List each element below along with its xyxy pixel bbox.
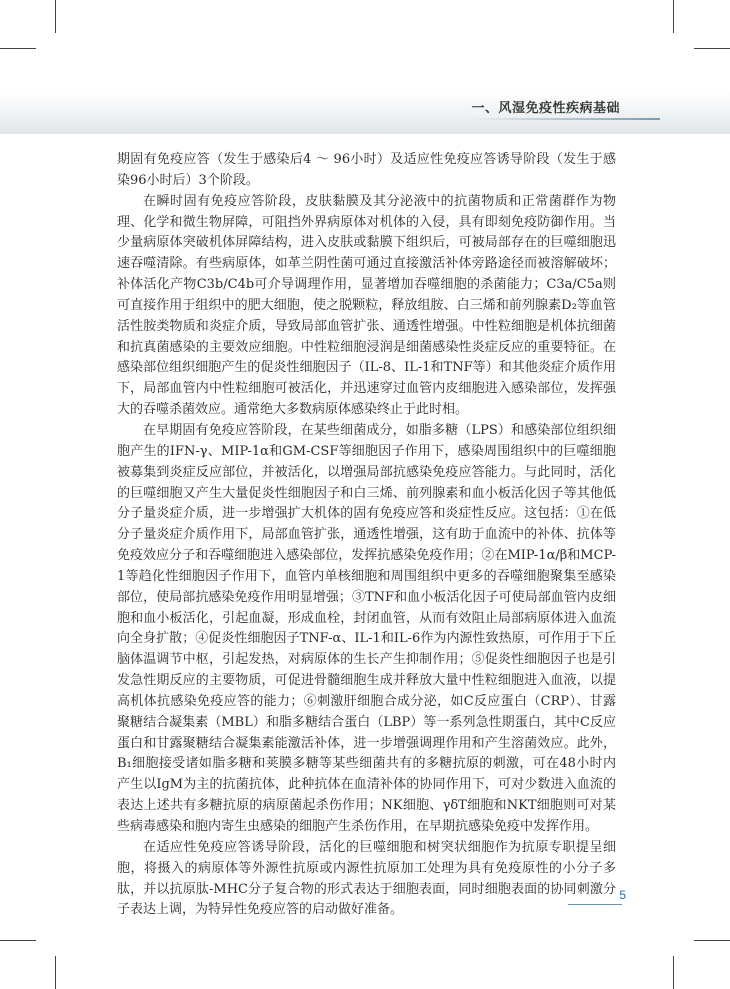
paragraph-adaptive-induction: 在适应性免疫应答诱导阶段，活化的巨噬细胞和树突状细胞作为抗原专职提呈细胞，将摄入的病原体等外源性抗原或内源性抗原加工处理为具有免疫原性的小分子多肽，并以抗原肽-MHC分子复合物的形式表达于细胞表面，同时细胞表面的协同刺激分子表达上调，为特异性免疫应答的启动做好准备。	[117, 839, 616, 918]
crop-mark	[0, 940, 36, 941]
paragraph-early-innate-response: 在早期固有免疫应答阶段，在某些细菌成分，如脂多糖（LPS）和感染部位组织细胞产生的IFN-γ、MIP-1α和GM-CSF等细胞因子作用下，感染周围组织中的巨噬细胞被募集到炎症反应部位，并被活化，以增强局部抗感染免疫应答能力。与此同时，活化的巨噬细胞又产生大量促炎性细胞因子和白三烯、前列腺素和血小板活化因子等其他低分子量炎症介质，进一步增强扩大机体的固有免疫应答和炎症性反应。这包括：①在低分子量炎症介质作用下，局部血管扩张，通透性增强，这有助于血流中的补体、抗体等免疫效应分子和吞噬细胞进入感染部位，发挥抗感染免疫作用；②在MIP-1α/β和MCP-1等趋化性细胞因子作用下，血管内单核细胞和周围组织中更多的吞噬细胞聚集至感染部位，使局部抗感染免疫作用明显增强；③TNF和血小板活化因子可使局部血管内皮细胞和血小板活化，引起血凝，形成血栓，封闭血管，从而有效阻止局部病原体进入血流向全身扩散；④促炎性细胞因子TNF-α、IL-1和IL-6作为内源性致热原，可作用于下丘脑体温调节中枢，引起发热，对病原体的生长产生抑制作用；⑤促炎性细胞因子也是引发急性期反应的主要物质，可促进骨髓细胞生成并释放大量中性粒细胞进入血液，以提高机体抗感染免疫应答的能力；⑥刺激肝细胞合成分泌，如C反应蛋白（CRP）、甘露聚糖结合凝集素（MBL）和脂多糖结合蛋白（LBP）等一系列急性期蛋白，其中C反应蛋白和甘露聚糖结合凝集素能激活补体，进一步增强调理作用和产生溶菌效应。此外，B₁细胞接受诸如脂多糖和荚膜多糖等某些细菌共有的多糖抗原的刺激，可在48小时内产生以IgM为主的抗菌抗体，此种抗体在血清补体的协同作用下，可对少数进入血流的表达上述共有多糖抗原的病原菌起杀伤作用；NK细胞、γδT细胞和NKT细胞则可对某些病毒感染和胞内寄生虫感染的细胞产生杀伤作用，在早期抗感染免疫中发挥作用。	[117, 422, 616, 834]
running-header-title: 一、风湿免疫性疾病基础	[471, 101, 620, 116]
paragraph-instant-innate-response: 在瞬时固有免疫应答阶段，皮肤黏膜及其分泌液中的抗菌物质和正常菌群作为物理、化学和微生物屏障，可阻挡外界病原体对机体的入侵，具有即刻免疫防御作用。当少量病原体突破机体屏障结构，进入皮肤或黏膜下组织后，可被局部存在的巨噬细胞迅速吞噬清除。有些病原体，如革兰阴性菌可通过直接激活补体旁路途径而被溶解破坏；补体活化产物C3b/C4b可介导调理作用，显著增加吞噬细胞的杀菌能力；C3a/C5a则可直接作用于组织中的肥大细胞，使之脱颗粒，释放组胺、白三烯和前列腺素D₂等血管活性胺类物质和炎症介质，导致局部血管扩张、通透性增强。中性粒细胞是机体抗细菌和抗真菌感染的主要效应细胞。中性粒细胞浸润是细菌感染性炎症反应的重要特征。在感染部位组织细胞产生的促炎性细胞因子（IL-8、IL-1和TNF等）和其他炎症介质作用下，局部血管内中性粒细胞可被活化，并迅速穿过血管内皮细胞进入感染部位，发挥强大的吞噬杀菌效应。通常绝大多数病原体感染终止于此时相。	[117, 193, 616, 418]
paragraph-continued: 期固有免疫应答（发生于感染后4 ～ 96小时）及适应性免疫应答诱导阶段（发生于感染96小时后）3个阶段。	[117, 152, 616, 188]
crop-mark	[0, 48, 36, 49]
page-number: 5	[619, 888, 626, 902]
page-number-rule	[568, 904, 622, 905]
crop-mark	[55, 956, 56, 989]
body-text	[117, 150, 616, 921]
running-header-rule	[470, 118, 660, 120]
crop-mark	[694, 48, 730, 49]
crop-mark	[694, 940, 730, 941]
crop-mark	[55, 0, 56, 33]
crop-mark	[673, 0, 674, 33]
running-header-band	[0, 92, 730, 134]
crop-mark	[673, 956, 674, 989]
